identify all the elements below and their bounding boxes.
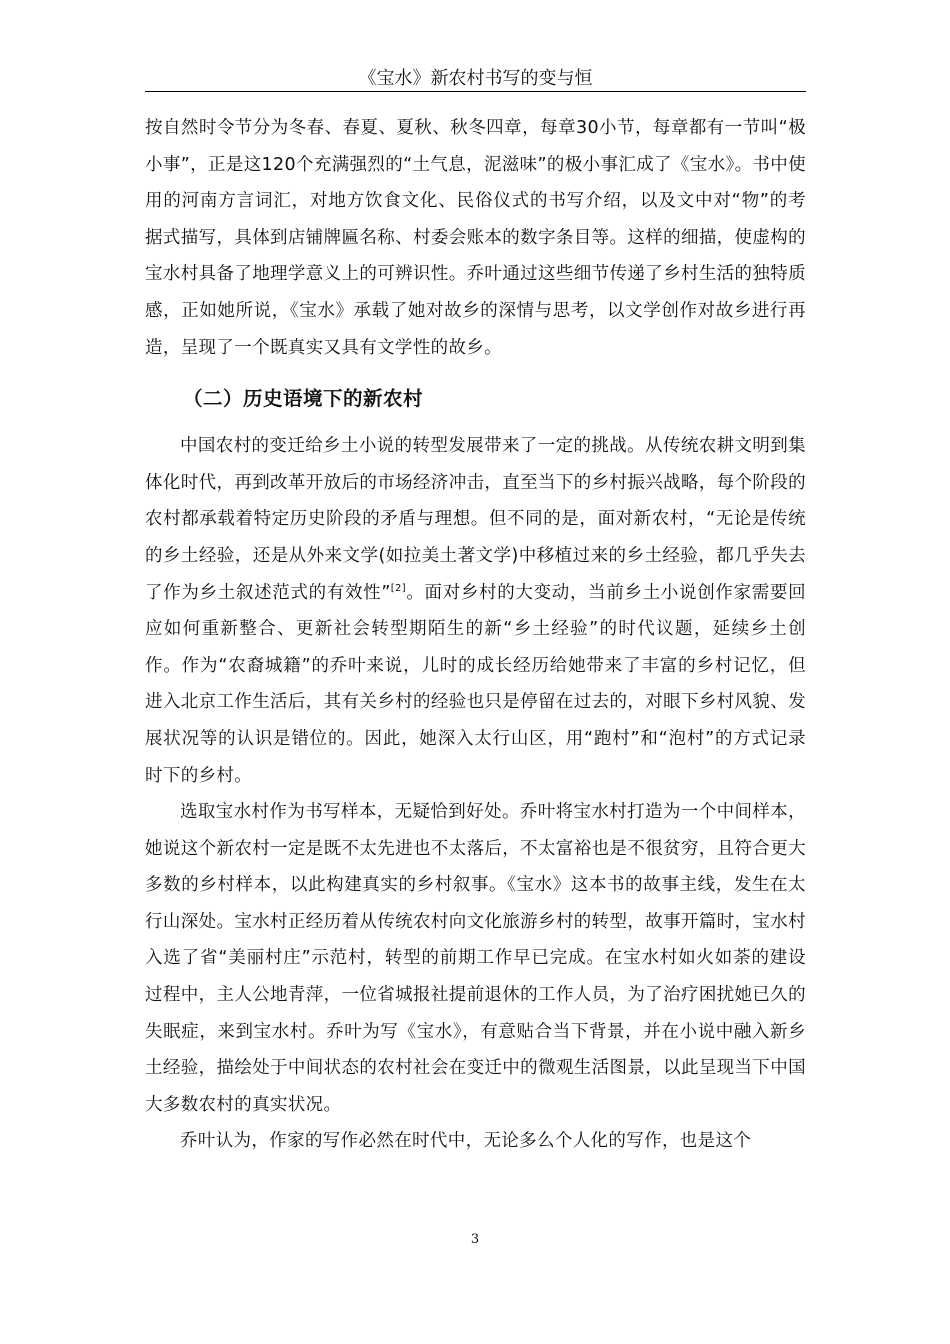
paragraph-seasons: 按自然时令节分为冬春、春夏、夏秋、秋冬四章，每章30小节，每章都有一节叫“极小事”，正是这120个充满强烈的“土气息，泥滋味”的极小事汇成了《宝水》。书中使用的河南方言词汇，对地方饮食文化、民俗仪式的书写介绍，以及文中对“物”的考据式描写，具体到店铺牌匾名称、村委会账本的数字条目等。这样的细描，使虚构的宝水村具备了地理学意义上的可辨识性。乔叶通过这些细节传递了乡村生活的独特质感，正如她所说，《宝水》承载了她对故乡的深情与思考，以文学创作对故乡进行再造，呈现了一个既真实又具有文学性的故乡。: [145, 118, 806, 358]
paragraph-author-view: 乔叶认为，作家的写作必然在时代中，无论多么个人化的写作，也是这个: [180, 1131, 752, 1152]
page-body: [145, 110, 806, 1160]
paragraph-rural-change: [145, 428, 806, 794]
paragraph-rural-change-part2: 。面对乡村的大变动，当前乡土小说创作家需要回应如何重新整合、更新社会转型期陌生的新“乡土经验”的时代议题，延续乡土创作。作为“农裔城籍”的乔叶来说，儿时的成长经历给她带来了丰富的乡村记忆，但进入北京工作生活后，其有关乡村的经验也只是停留在过去的，对眼下乡村风貌、发展状况等的认识是错位的。因此，她深入太行山区，用“跑村”和“泡村”的方式记录时下的乡村。: [145, 582, 806, 786]
page-number: 3: [470, 1232, 480, 1247]
citation-ref: [2]: [390, 582, 406, 594]
section-heading: （二）历史语境下的新农村: [183, 387, 424, 411]
paragraph-baoshui-sample: 选取宝水村作为书写样本，无疑恰到好处。乔叶将宝水村打造为一个中间样本，她说这个新农村一定是既不太先进也不太落后，不太富裕也是不很贫穷，且符合更大多数的乡村样本，以此构建真实的乡村叙事。《宝水》这本书的故事主线，发生在太行山深处。宝水村正经历着从传统农村向文化旅游乡村的转型，故事开篇时，宝水村入选了省“美丽村庄”示范村，转型的前期工作早已完成。在宝水村如火如荼的建设过程中，主人公地青萍，一位省城报社提前退休的工作人员，为了治疗困扰她已久的失眠症，来到宝水村。乔叶为写《宝水》，有意贴合当下背景，并在小说中融入新乡土经验，描绘处于中间状态的农村社会在变迁中的微观生活图景，以此呈现当下中国大多数农村的真实状况。: [145, 802, 806, 1115]
paragraph-rural-change-part1: 中国农村的变迁给乡土小说的转型发展带来了一定的挑战。从传统农耕文明到集体化时代，再到改革开放后的市场经济冲击，直至当下的乡村振兴战略，每个阶段的农村都承载着特定历史阶段的矛盾与理想。但不同的是，面对新农村，“无论是传统的乡土经验，还是从外来文学(如拉美土著文学)中移植过来的乡土经验，都几乎失去了作为乡土叙述范式的有效性”: [145, 436, 806, 603]
header-rule: [145, 91, 806, 92]
running-header: 《宝水》新农村书写的变与恒: [358, 68, 593, 89]
